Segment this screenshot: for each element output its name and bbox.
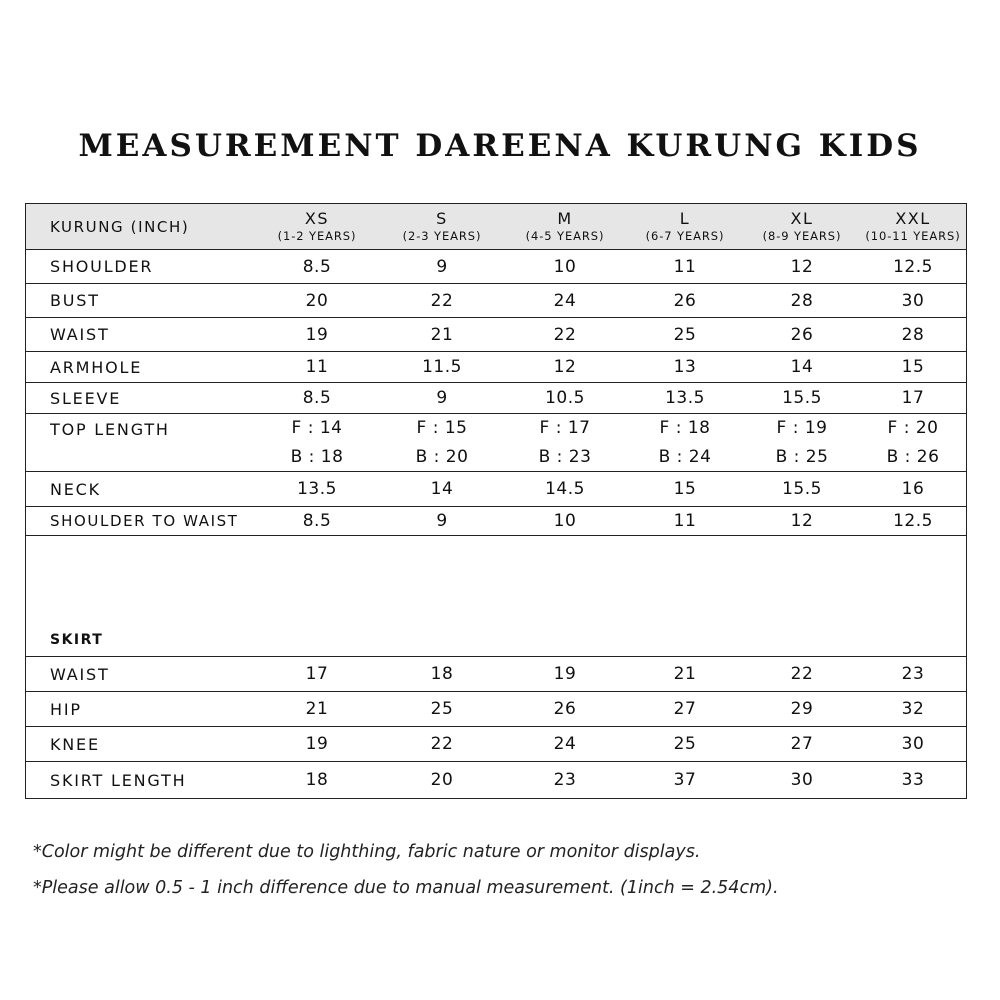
table-row <box>26 762 966 798</box>
back-length: B : 25 <box>775 446 829 467</box>
table-cell: 20 <box>305 290 329 311</box>
size-name: M <box>557 209 573 229</box>
table-cell: 25 <box>673 324 697 345</box>
table-cell: 18 <box>305 770 329 790</box>
table-cell: 9 <box>436 511 448 531</box>
table-cell: 15.5 <box>782 479 822 499</box>
table-row <box>26 472 966 507</box>
size-name: XXL <box>895 209 931 229</box>
back-length: B : 18 <box>290 446 344 467</box>
row-label: WAIST <box>50 325 110 344</box>
row-label: SHOULDER <box>50 257 154 276</box>
table-cell: 13.5 <box>297 479 337 499</box>
table-cell: 14 <box>790 357 814 377</box>
table-cell: 14.5 <box>545 479 585 499</box>
table-cell: 19 <box>553 664 577 684</box>
table-cell: 11.5 <box>422 357 462 377</box>
table-cell: 30 <box>901 734 925 754</box>
table-row-top-length <box>26 414 966 472</box>
row-label: ARMHOLE <box>50 357 143 377</box>
table-cell: 22 <box>553 324 577 345</box>
front-length: F : 18 <box>659 418 711 439</box>
table-cell: 24 <box>553 734 577 754</box>
size-years: (10-11 YEARS) <box>865 228 961 243</box>
table-cell: 27 <box>673 699 697 719</box>
table-header-row <box>26 204 966 250</box>
back-length: B : 24 <box>658 446 712 467</box>
table-row <box>26 250 966 284</box>
table-cell: 11 <box>305 357 329 377</box>
table-cell: 13 <box>673 357 697 377</box>
back-length: B : 26 <box>886 446 940 467</box>
table-row <box>26 657 966 692</box>
back-length: B : 20 <box>415 446 469 467</box>
table-cell: 20 <box>430 770 454 790</box>
table-cell: 19 <box>305 734 329 754</box>
front-length: F : 20 <box>887 418 939 439</box>
table-cell: 32 <box>901 699 925 719</box>
table-cell: 10.5 <box>545 388 585 408</box>
table-cell: 11 <box>673 256 697 277</box>
table-cell: 10 <box>553 511 577 531</box>
table-cell: 12.5 <box>893 511 933 531</box>
table-cell: 22 <box>790 664 814 684</box>
table-row <box>26 507 966 536</box>
size-header-l <box>626 204 744 249</box>
table-cell: 8.5 <box>302 388 332 408</box>
table-cell <box>744 414 860 471</box>
table-cell: 8.5 <box>302 256 332 277</box>
table-cell: 22 <box>430 734 454 754</box>
table-cell: 11 <box>673 511 697 531</box>
table-row <box>26 352 966 383</box>
table-cell: 10 <box>553 256 577 277</box>
table-cell: 9 <box>436 388 448 408</box>
row-label: BUST <box>50 291 100 310</box>
size-header-xxl <box>860 204 966 249</box>
size-name: XL <box>790 209 814 229</box>
table-cell: 15 <box>901 357 925 377</box>
table-cell: 28 <box>790 290 814 311</box>
table-cell: 22 <box>430 290 454 311</box>
size-header-s <box>380 204 504 249</box>
table-cell <box>380 414 504 471</box>
row-label: KNEE <box>50 734 100 754</box>
table-cell: 21 <box>305 699 329 719</box>
footnotes <box>33 834 779 906</box>
row-label: HIP <box>50 699 82 719</box>
header-label: KURUNG (INCH) <box>50 217 190 236</box>
table-cell: 37 <box>673 770 697 790</box>
table-cell: 24 <box>553 290 577 311</box>
table-cell: 15 <box>673 479 697 499</box>
table-cell: 12 <box>790 256 814 277</box>
table-cell: 33 <box>901 770 925 790</box>
table-cell: 25 <box>430 699 454 719</box>
table-cell: 17 <box>305 664 329 684</box>
table-cell: 30 <box>901 290 925 311</box>
row-label: SLEEVE <box>50 388 122 408</box>
table-cell: 16 <box>901 479 925 499</box>
size-years: (2-3 YEARS) <box>402 228 482 243</box>
table-cell: 26 <box>553 699 577 719</box>
skirt-section-header <box>26 536 966 657</box>
table-cell: 23 <box>901 664 925 684</box>
table-cell: 27 <box>790 734 814 754</box>
table-row <box>26 727 966 762</box>
row-label: NECK <box>50 479 101 499</box>
table-cell: 8.5 <box>302 511 332 531</box>
table-cell: 30 <box>790 770 814 790</box>
table-row <box>26 284 966 318</box>
table-cell: 9 <box>436 256 448 277</box>
size-years: (6-7 YEARS) <box>645 228 725 243</box>
front-length: F : 17 <box>539 418 591 439</box>
table-cell: 26 <box>790 324 814 345</box>
size-name: XS <box>304 209 330 229</box>
size-name: L <box>679 209 691 229</box>
table-cell: 25 <box>673 734 697 754</box>
size-years: (1-2 YEARS) <box>277 228 357 243</box>
table-cell: 29 <box>790 699 814 719</box>
table-cell <box>504 414 626 471</box>
table-cell: 28 <box>901 324 925 345</box>
row-label: SKIRT LENGTH <box>50 770 187 790</box>
size-years: (4-5 YEARS) <box>525 228 605 243</box>
front-length: F : 14 <box>291 418 343 439</box>
table-cell <box>626 414 744 471</box>
table-cell: 15.5 <box>782 388 822 408</box>
row-label: WAIST <box>50 664 110 684</box>
table-cell <box>860 414 966 471</box>
front-length: F : 19 <box>776 418 828 439</box>
row-label: SHOULDER TO WAIST <box>50 512 239 530</box>
table-cell: 12 <box>790 511 814 531</box>
size-years: (8-9 YEARS) <box>762 228 842 243</box>
table-cell: 12 <box>553 357 577 377</box>
skirt-heading: SKIRT <box>50 632 104 648</box>
row-label: TOP LENGTH <box>50 420 170 439</box>
table-row <box>26 383 966 414</box>
size-name: S <box>436 209 448 229</box>
size-header-xl <box>744 204 860 249</box>
table-cell: 19 <box>305 324 329 345</box>
front-length: F : 15 <box>416 418 468 439</box>
table-cell: 21 <box>430 324 454 345</box>
measurement-table <box>25 203 967 799</box>
table-cell: 14 <box>430 479 454 499</box>
table-row <box>26 318 966 352</box>
table-cell <box>254 414 380 471</box>
table-cell: 21 <box>673 664 697 684</box>
back-length: B : 23 <box>538 446 592 467</box>
table-cell: 18 <box>430 664 454 684</box>
footnote-color: *Color might be different due to lighthing, fabric nature or monitor displays. <box>33 842 701 862</box>
table-cell: 17 <box>901 388 925 408</box>
table-row <box>26 692 966 727</box>
table-cell: 12.5 <box>893 256 933 277</box>
size-header-m <box>504 204 626 249</box>
table-cell: 26 <box>673 290 697 311</box>
page-title: MEASUREMENT DAREENA KURUNG KIDS <box>78 128 922 164</box>
size-header-xs <box>254 204 380 249</box>
table-cell: 23 <box>553 770 577 790</box>
table-cell: 13.5 <box>665 388 705 408</box>
footnote-tolerance: *Please allow 0.5 - 1 inch difference due to manual measurement. (1inch = 2.54cm). <box>33 878 779 898</box>
